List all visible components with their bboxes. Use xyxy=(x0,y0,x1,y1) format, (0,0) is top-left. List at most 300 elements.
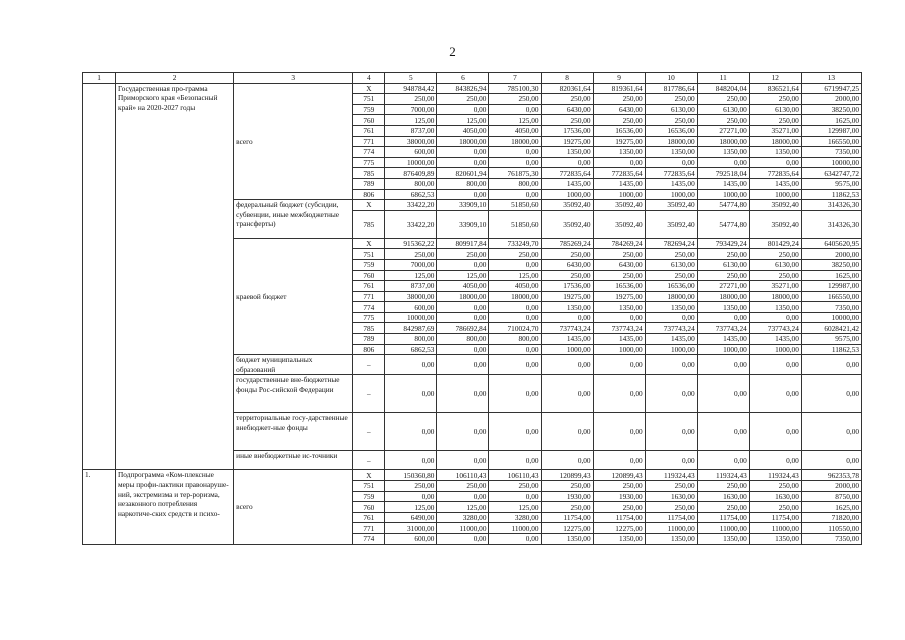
budget-code: 774 xyxy=(353,147,385,158)
amount-cell: 3280,00 xyxy=(489,512,541,523)
column-number: 12 xyxy=(749,73,801,84)
amount-cell: 166550,00 xyxy=(801,291,861,302)
amount-cell: 250,00 xyxy=(697,481,749,492)
amount-cell: 600,00 xyxy=(385,302,437,313)
amount-cell: 1350,00 xyxy=(749,302,801,313)
budget-code: – xyxy=(353,375,385,413)
amount-cell: 1435,00 xyxy=(541,178,593,189)
amount-cell: 18000,00 xyxy=(697,291,749,302)
amount-cell: 0,00 xyxy=(593,157,645,168)
amount-cell: 314326,30 xyxy=(801,200,861,211)
amount-cell: 11000,00 xyxy=(489,523,541,534)
column-number: 4 xyxy=(353,73,385,84)
amount-cell: 250,00 xyxy=(489,481,541,492)
amount-cell: 16536,00 xyxy=(593,125,645,136)
amount-cell: 16536,00 xyxy=(645,125,697,136)
amount-cell: 0,00 xyxy=(489,491,541,502)
budget-code: – xyxy=(353,355,385,375)
amount-cell: 800,00 xyxy=(489,334,541,345)
source-total-label: всего xyxy=(234,470,353,544)
budget-code: 759 xyxy=(353,259,385,270)
amount-cell: 71820,00 xyxy=(801,512,861,523)
amount-cell: 0,00 xyxy=(697,312,749,323)
budget-code: 771 xyxy=(353,523,385,534)
amount-cell: 12275,00 xyxy=(541,523,593,534)
amount-cell: 0,00 xyxy=(801,451,861,470)
amount-cell: 119324,43 xyxy=(749,470,801,481)
column-number: 1 xyxy=(83,73,116,84)
table-row xyxy=(83,83,862,94)
amount-cell: 0,00 xyxy=(489,344,541,355)
amount-cell: 1350,00 xyxy=(697,302,749,313)
amount-cell: 0,00 xyxy=(385,375,437,413)
amount-cell: 35092,40 xyxy=(593,200,645,211)
amount-cell: 31000,00 xyxy=(385,523,437,534)
amount-cell: 6130,00 xyxy=(749,104,801,115)
amount-cell: 836521,64 xyxy=(749,83,801,94)
amount-cell: 800,00 xyxy=(489,178,541,189)
amount-cell: 0,00 xyxy=(489,413,541,451)
amount-cell: 54774,80 xyxy=(697,210,749,238)
amount-cell: 18000,00 xyxy=(489,136,541,147)
amount-cell: 4050,00 xyxy=(489,125,541,136)
amount-cell: 800,00 xyxy=(437,334,489,345)
column-number: 3 xyxy=(234,73,353,84)
amount-cell: 9575,00 xyxy=(801,334,861,345)
amount-cell: 0,00 xyxy=(645,451,697,470)
amount-cell: 8750,00 xyxy=(801,491,861,502)
amount-cell: 250,00 xyxy=(541,94,593,105)
amount-cell: 250,00 xyxy=(749,502,801,513)
amount-cell: 11000,00 xyxy=(645,523,697,534)
amount-cell: 11000,00 xyxy=(749,523,801,534)
source-other-label: иные внебюджетные ис-точники xyxy=(234,451,353,470)
amount-cell: 0,00 xyxy=(593,413,645,451)
source-other-label: бюджет муниципальных образований xyxy=(234,355,353,375)
amount-cell: 125,00 xyxy=(437,502,489,513)
amount-cell: 800,00 xyxy=(437,178,489,189)
amount-cell: 125,00 xyxy=(437,115,489,126)
amount-cell: 6430,00 xyxy=(593,259,645,270)
amount-cell: 51850,60 xyxy=(489,200,541,211)
column-number: 9 xyxy=(593,73,645,84)
budget-code: 806 xyxy=(353,189,385,200)
amount-cell: 0,00 xyxy=(437,355,489,375)
amount-cell: 250,00 xyxy=(593,115,645,126)
amount-cell: 19275,00 xyxy=(593,291,645,302)
amount-cell: 38000,00 xyxy=(385,291,437,302)
amount-cell: 1435,00 xyxy=(697,334,749,345)
amount-cell: 1000,00 xyxy=(593,189,645,200)
amount-cell: 1350,00 xyxy=(593,147,645,158)
amount-cell: 0,00 xyxy=(697,451,749,470)
amount-cell: 11862,53 xyxy=(801,189,861,200)
amount-cell: 18000,00 xyxy=(645,291,697,302)
amount-cell: 6130,00 xyxy=(697,104,749,115)
amount-cell: 250,00 xyxy=(489,94,541,105)
amount-cell: 33422,20 xyxy=(385,200,437,211)
amount-cell: 125,00 xyxy=(385,502,437,513)
amount-cell: 0,00 xyxy=(645,355,697,375)
amount-cell: 0,00 xyxy=(541,355,593,375)
amount-cell: 0,00 xyxy=(437,451,489,470)
amount-cell: 125,00 xyxy=(437,270,489,281)
amount-cell: 250,00 xyxy=(749,481,801,492)
amount-cell: 125,00 xyxy=(489,502,541,513)
amount-cell: 16536,00 xyxy=(645,281,697,292)
budget-code: 785 xyxy=(353,323,385,334)
amount-cell: 0,00 xyxy=(541,312,593,323)
amount-cell: 250,00 xyxy=(697,270,749,281)
amount-cell: 4050,00 xyxy=(437,125,489,136)
amount-cell: 0,00 xyxy=(593,312,645,323)
amount-cell: 809917,84 xyxy=(437,238,489,249)
amount-cell: 250,00 xyxy=(645,481,697,492)
subprogram-name: Подпрограмма «Ком-плексные меры профи-лактики правонаруше-ний, экстремизма и тер-роризма, незаконного потребления наркотиче-ских средств и психо- xyxy=(116,470,234,544)
column-number: 11 xyxy=(697,73,749,84)
amount-cell: 0,00 xyxy=(749,375,801,413)
amount-cell: 0,00 xyxy=(489,157,541,168)
amount-cell: 106110,43 xyxy=(489,470,541,481)
amount-cell: 314326,30 xyxy=(801,210,861,238)
amount-cell: 0,00 xyxy=(541,451,593,470)
budget-code: 751 xyxy=(353,94,385,105)
amount-cell: 737743,24 xyxy=(697,323,749,334)
amount-cell: 10000,00 xyxy=(801,312,861,323)
amount-cell: 915362,22 xyxy=(385,238,437,249)
amount-cell: 16536,00 xyxy=(593,281,645,292)
amount-cell: 1350,00 xyxy=(749,147,801,158)
amount-cell: 250,00 xyxy=(541,481,593,492)
amount-cell: 129987,00 xyxy=(801,281,861,292)
amount-cell: 250,00 xyxy=(593,270,645,281)
amount-cell: 4050,00 xyxy=(489,281,541,292)
amount-cell: 0,00 xyxy=(385,355,437,375)
amount-cell: 250,00 xyxy=(541,502,593,513)
amount-cell: 250,00 xyxy=(697,502,749,513)
amount-cell: 10000,00 xyxy=(385,157,437,168)
source-regional-label: краевой бюджет xyxy=(234,238,353,355)
amount-cell: 0,00 xyxy=(437,302,489,313)
amount-cell: 250,00 xyxy=(645,249,697,260)
amount-cell: 1350,00 xyxy=(541,147,593,158)
amount-cell: 18000,00 xyxy=(645,136,697,147)
amount-cell: 1350,00 xyxy=(645,534,697,545)
budget-code: 761 xyxy=(353,125,385,136)
amount-cell: 54774,80 xyxy=(697,200,749,211)
amount-cell: 786692,84 xyxy=(437,323,489,334)
budget-code: 789 xyxy=(353,334,385,345)
amount-cell: 848204,04 xyxy=(697,83,749,94)
amount-cell: 800,00 xyxy=(385,334,437,345)
subprogram-number: 1. xyxy=(83,470,116,544)
amount-cell: 10000,00 xyxy=(801,157,861,168)
budget-code: 785 xyxy=(353,168,385,179)
amount-cell: 819361,64 xyxy=(593,83,645,94)
amount-cell: 0,00 xyxy=(489,534,541,545)
source-total-label: всего xyxy=(234,83,353,200)
amount-cell: 250,00 xyxy=(749,270,801,281)
amount-cell: 125,00 xyxy=(385,115,437,126)
amount-cell: 38250,00 xyxy=(801,104,861,115)
amount-cell: 1630,00 xyxy=(645,491,697,502)
amount-cell: 1435,00 xyxy=(697,178,749,189)
amount-cell: 1630,00 xyxy=(697,491,749,502)
amount-cell: 1350,00 xyxy=(697,534,749,545)
amount-cell: 0,00 xyxy=(437,344,489,355)
amount-cell: 600,00 xyxy=(385,534,437,545)
amount-cell: 1930,00 xyxy=(593,491,645,502)
amount-cell: 761875,30 xyxy=(489,168,541,179)
amount-cell: 1000,00 xyxy=(749,189,801,200)
budget-code: 760 xyxy=(353,270,385,281)
amount-cell: 110550,00 xyxy=(801,523,861,534)
amount-cell: 4050,00 xyxy=(437,281,489,292)
amount-cell: 6130,00 xyxy=(645,104,697,115)
amount-cell: 0,00 xyxy=(541,157,593,168)
budget-code: X xyxy=(353,470,385,481)
amount-cell: 600,00 xyxy=(385,147,437,158)
budget-code: 751 xyxy=(353,249,385,260)
amount-cell: 820601,94 xyxy=(437,168,489,179)
amount-cell: 11862,53 xyxy=(801,344,861,355)
amount-cell: 1435,00 xyxy=(541,334,593,345)
column-number: 10 xyxy=(645,73,697,84)
amount-cell: 0,00 xyxy=(749,355,801,375)
budget-code: 761 xyxy=(353,512,385,523)
amount-cell: 1000,00 xyxy=(697,189,749,200)
amount-cell: 737743,24 xyxy=(749,323,801,334)
amount-cell: 11000,00 xyxy=(697,523,749,534)
amount-cell: 35092,40 xyxy=(749,210,801,238)
amount-cell: 842987,69 xyxy=(385,323,437,334)
budget-code: X xyxy=(353,200,385,211)
amount-cell: 782694,24 xyxy=(645,238,697,249)
amount-cell: 250,00 xyxy=(593,481,645,492)
amount-cell: 1350,00 xyxy=(541,302,593,313)
amount-cell: 2000,00 xyxy=(801,481,861,492)
amount-cell: 948784,42 xyxy=(385,83,437,94)
budget-code: 760 xyxy=(353,115,385,126)
amount-cell: 7000,00 xyxy=(385,259,437,270)
amount-cell: 33909,10 xyxy=(437,210,489,238)
source-other-label: территориальные госу-дарственные внебюджет-ные фонды xyxy=(234,413,353,451)
budget-code: 771 xyxy=(353,291,385,302)
amount-cell: 0,00 xyxy=(541,375,593,413)
amount-cell: 19275,00 xyxy=(541,136,593,147)
amount-cell: 817786,64 xyxy=(645,83,697,94)
amount-cell: 250,00 xyxy=(749,115,801,126)
amount-cell: 733249,70 xyxy=(489,238,541,249)
amount-cell: 250,00 xyxy=(645,115,697,126)
amount-cell: 1625,00 xyxy=(801,115,861,126)
amount-cell: 250,00 xyxy=(593,502,645,513)
amount-cell: 51850,60 xyxy=(489,210,541,238)
amount-cell: 0,00 xyxy=(801,355,861,375)
amount-cell: 6430,00 xyxy=(541,259,593,270)
amount-cell: 6719947,25 xyxy=(801,83,861,94)
amount-cell: 1435,00 xyxy=(749,178,801,189)
budget-code: 774 xyxy=(353,302,385,313)
amount-cell: 0,00 xyxy=(645,413,697,451)
amount-cell: 18000,00 xyxy=(749,136,801,147)
amount-cell: 35092,40 xyxy=(593,210,645,238)
amount-cell: 1350,00 xyxy=(697,147,749,158)
amount-cell: 35271,00 xyxy=(749,281,801,292)
amount-cell: 8737,00 xyxy=(385,125,437,136)
amount-cell: 1000,00 xyxy=(541,189,593,200)
amount-cell: 125,00 xyxy=(489,115,541,126)
amount-cell: 6405620,95 xyxy=(801,238,861,249)
amount-cell: 250,00 xyxy=(437,249,489,260)
column-number: 5 xyxy=(385,73,437,84)
amount-cell: 0,00 xyxy=(437,375,489,413)
amount-cell: 1625,00 xyxy=(801,270,861,281)
amount-cell: 0,00 xyxy=(645,157,697,168)
amount-cell: 19275,00 xyxy=(541,291,593,302)
amount-cell: 1350,00 xyxy=(593,302,645,313)
amount-cell: 7350,00 xyxy=(801,147,861,158)
amount-cell: 27271,00 xyxy=(697,281,749,292)
table-row xyxy=(83,470,862,481)
amount-cell: 12275,00 xyxy=(593,523,645,534)
amount-cell: 250,00 xyxy=(541,249,593,260)
amount-cell: 6862,53 xyxy=(385,189,437,200)
column-number: 13 xyxy=(801,73,861,84)
amount-cell: 0,00 xyxy=(541,413,593,451)
amount-cell: 250,00 xyxy=(749,94,801,105)
amount-cell: 166550,00 xyxy=(801,136,861,147)
budget-code: – xyxy=(353,413,385,451)
amount-cell: 1435,00 xyxy=(593,334,645,345)
amount-cell: 1000,00 xyxy=(697,344,749,355)
amount-cell: 0,00 xyxy=(801,375,861,413)
amount-cell: 0,00 xyxy=(593,451,645,470)
amount-cell: 1630,00 xyxy=(749,491,801,502)
amount-cell: 0,00 xyxy=(489,302,541,313)
program-name: Государственная про-грамма Приморского края «Безопасный край» на 2020-2027 годы xyxy=(116,83,234,470)
amount-cell: 33909,10 xyxy=(437,200,489,211)
amount-cell: 772835,64 xyxy=(541,168,593,179)
amount-cell: 1350,00 xyxy=(541,534,593,545)
amount-cell: 2000,00 xyxy=(801,94,861,105)
amount-cell: 250,00 xyxy=(645,502,697,513)
amount-cell: 0,00 xyxy=(385,451,437,470)
column-number: 8 xyxy=(541,73,593,84)
amount-cell: 0,00 xyxy=(489,147,541,158)
amount-cell: 250,00 xyxy=(697,115,749,126)
budget-code: X xyxy=(353,238,385,249)
column-number: 2 xyxy=(116,73,234,84)
amount-cell: 35092,40 xyxy=(541,200,593,211)
column-number: 6 xyxy=(437,73,489,84)
amount-cell: 119324,43 xyxy=(697,470,749,481)
amount-cell: 1000,00 xyxy=(541,344,593,355)
amount-cell: 0,00 xyxy=(489,104,541,115)
amount-cell: 1930,00 xyxy=(541,491,593,502)
amount-cell: 35092,40 xyxy=(541,210,593,238)
amount-cell: 1435,00 xyxy=(645,178,697,189)
amount-cell: 0,00 xyxy=(593,375,645,413)
amount-cell: 1435,00 xyxy=(645,334,697,345)
amount-cell: 0,00 xyxy=(437,147,489,158)
amount-cell: 1435,00 xyxy=(593,178,645,189)
amount-cell: 250,00 xyxy=(645,270,697,281)
amount-cell: 784269,24 xyxy=(593,238,645,249)
amount-cell: 35092,40 xyxy=(749,200,801,211)
amount-cell: 18000,00 xyxy=(697,136,749,147)
source-federal-label: федеральный бюджет (субсидии, субвенции, иные межбюджетные трансферты) xyxy=(234,200,353,239)
amount-cell: 0,00 xyxy=(801,413,861,451)
amount-cell: 35271,00 xyxy=(749,125,801,136)
amount-cell: 250,00 xyxy=(593,94,645,105)
amount-cell: 1000,00 xyxy=(645,344,697,355)
amount-cell: 772835,64 xyxy=(593,168,645,179)
amount-cell: 0,00 xyxy=(437,491,489,502)
amount-cell: 793429,24 xyxy=(697,238,749,249)
amount-cell: 6430,00 xyxy=(541,104,593,115)
amount-cell: 250,00 xyxy=(385,481,437,492)
amount-cell: 35092,40 xyxy=(645,210,697,238)
amount-cell: 19275,00 xyxy=(593,136,645,147)
budget-code: 785 xyxy=(353,210,385,238)
amount-cell: 250,00 xyxy=(385,94,437,105)
amount-cell: 0,00 xyxy=(489,355,541,375)
column-number: 7 xyxy=(489,73,541,84)
amount-cell: 6342747,72 xyxy=(801,168,861,179)
amount-cell: 0,00 xyxy=(489,189,541,200)
header-row xyxy=(83,73,862,84)
amount-cell: 0,00 xyxy=(437,312,489,323)
source-other-label: государственные вне-бюджетные фонды Рос-сийской Федерации xyxy=(234,375,353,413)
amount-cell: 737743,24 xyxy=(593,323,645,334)
amount-cell: 0,00 xyxy=(437,157,489,168)
amount-cell: 1000,00 xyxy=(645,189,697,200)
amount-cell: 0,00 xyxy=(489,375,541,413)
amount-cell: 6490,00 xyxy=(385,512,437,523)
amount-cell: 0,00 xyxy=(489,451,541,470)
amount-cell: 125,00 xyxy=(385,270,437,281)
amount-cell: 6862,53 xyxy=(385,344,437,355)
amount-cell: 0,00 xyxy=(749,451,801,470)
budget-table xyxy=(82,72,862,545)
budget-code: 774 xyxy=(353,534,385,545)
amount-cell: 250,00 xyxy=(489,249,541,260)
amount-cell: 0,00 xyxy=(697,355,749,375)
amount-cell: 250,00 xyxy=(645,94,697,105)
amount-cell: 38000,00 xyxy=(385,136,437,147)
amount-cell: 119324,43 xyxy=(645,470,697,481)
budget-code: – xyxy=(353,451,385,470)
amount-cell: 0,00 xyxy=(437,189,489,200)
amount-cell: 6130,00 xyxy=(749,259,801,270)
page-number: 2 xyxy=(449,44,456,59)
amount-cell: 0,00 xyxy=(385,491,437,502)
amount-cell: 9575,00 xyxy=(801,178,861,189)
amount-cell: 1625,00 xyxy=(801,502,861,513)
amount-cell: 250,00 xyxy=(697,94,749,105)
amount-cell: 1000,00 xyxy=(749,344,801,355)
amount-cell: 250,00 xyxy=(385,249,437,260)
amount-cell: 0,00 xyxy=(437,104,489,115)
amount-cell: 11754,00 xyxy=(593,512,645,523)
budget-code: 775 xyxy=(353,157,385,168)
amount-cell: 27271,00 xyxy=(697,125,749,136)
amount-cell: 0,00 xyxy=(437,413,489,451)
amount-cell: 0,00 xyxy=(749,413,801,451)
amount-cell: 710024,70 xyxy=(489,323,541,334)
amount-cell: 1435,00 xyxy=(749,334,801,345)
